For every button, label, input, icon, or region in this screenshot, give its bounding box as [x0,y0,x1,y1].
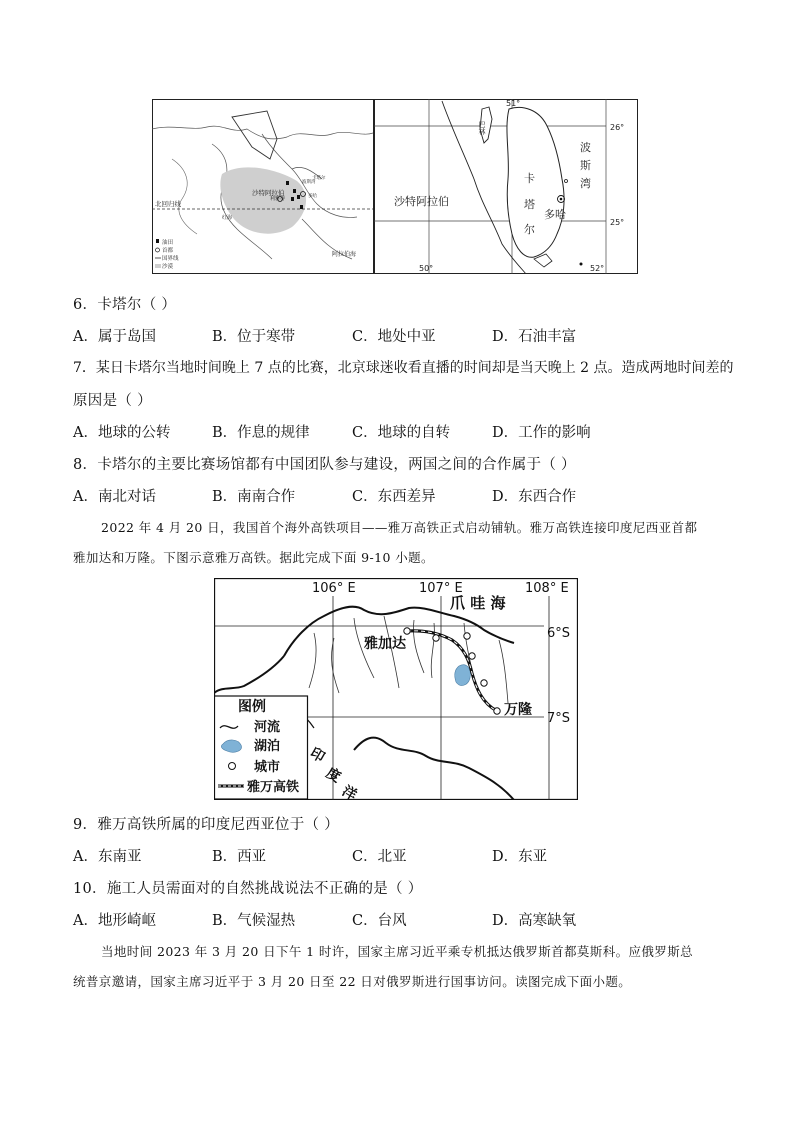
q8-option-a[interactable]: A．南北对话 [73,489,156,505]
intro2-line1: 当地时间 2023 年 3 月 20 日下午 1 时许，国家主席习近平乘专机抵达俄罗斯首都莫斯科。应俄罗斯总 [101,944,694,959]
q7-stem-line2: 原因是（ ） [73,393,152,409]
q9-option-d[interactable]: D．东亚 [492,849,548,865]
lat-6s: 6°S [547,626,571,641]
q7-option-c[interactable]: C．地球的自转 [352,425,451,441]
hsr-map-svg [214,578,578,800]
q10-option-b[interactable]: B．气候湿热 [212,913,296,929]
label-red-sea: 红海 [222,215,233,221]
legend-capital: 首都 [162,248,174,254]
q10-option-a[interactable]: A．地形崎岖 [73,913,156,929]
legend-hsr: 雅万高铁 [247,780,300,795]
legend-border: 国界线 [162,256,179,262]
label-java-sea: 爪 哇 海 [450,594,506,612]
label-52: 52° [590,264,605,273]
q8-stem: 8．卡塔尔的主要比赛场馆都有中国团队参与建设，两国之间的合作属于（ ） [73,457,576,473]
label-bahrain: 巴林 [478,121,486,135]
q8-option-c[interactable]: C．东西差异 [352,489,436,505]
label-indian-char3: 洋 [339,783,360,800]
label-51: 51° [506,99,521,108]
lon-108: 108° E [525,581,569,596]
label-saudi: 沙特阿拉伯 [252,189,285,197]
legend-lake: 湖泊 [254,739,281,754]
label-gulf-char2: 斯 [580,159,591,172]
q7-stem-line1: 7．某日卡塔尔当地时间晚上 7 点的比赛，北京球迷收看直播的时间却是当天晚上 2 点。造成两地时间差的 [73,360,734,376]
label-qatar-char3: 尔 [524,223,535,236]
q9-stem: 9．雅万高铁所属的印度尼西亚位于（ ） [73,817,340,833]
q8-option-b[interactable]: B．南南合作 [212,489,296,505]
q9-option-a[interactable]: A．东南亚 [73,849,142,865]
label-qatar-char2: 塔 [524,198,535,211]
label-qatar-char1: 卡 [524,172,535,185]
intro1-line1: 2022 年 4 月 20 日，我国首个海外高铁项目——雅万高铁正式启动铺轨。雅万高铁连接印度尼西亚首都 [101,520,698,535]
qatar-map-svg [374,99,638,274]
label-25: 25° [610,218,625,227]
label-26: 26° [610,123,625,132]
q9-option-b[interactable]: B．西亚 [212,849,267,865]
legend-river: 河流 [254,720,281,735]
q8-option-d[interactable]: D．东西合作 [492,489,577,505]
label-doha-right: 多哈 [544,208,566,221]
label-saudi-right: 沙特阿拉伯 [394,195,449,208]
intro1-line2: 雅加达和万隆。下图示意雅万高铁。据此完成下面 9-10 小题。 [73,550,434,565]
q9-option-c[interactable]: C．北亚 [352,849,407,865]
label-riyadh: 利雅得 [270,196,286,202]
label-persian: 波斯湾 [302,180,316,185]
label-arabian-sea: 阿拉伯海 [332,251,357,258]
label-gulf-char3: 湾 [580,177,591,190]
lat-7s: 7°S [547,711,571,726]
q10-stem: 10．施工人员需面对的自然挑战说法不正确的是（ ） [73,881,423,897]
q7-option-b[interactable]: B．作息的规律 [212,425,310,441]
q6-option-c[interactable]: C．地处中亚 [352,329,436,345]
middle-east-map-svg [152,99,374,274]
lon-106: 106° E [312,581,356,596]
q6-stem: 6．卡塔尔（ ） [73,297,177,313]
q10-option-d[interactable]: D．高寒缺氧 [492,913,577,929]
label-doha: 多哈 [308,194,317,199]
legend-city: 城市 [254,760,281,775]
map-qatar [374,99,638,274]
legend-oil: 油田 [162,240,174,246]
q7-option-d[interactable]: D．工作的影响 [492,425,591,441]
label-bandung: 万隆 [504,702,532,718]
label-indian-char1: 印 [307,745,328,766]
q6-option-a[interactable]: A．属于岛国 [73,329,156,345]
q10-option-c[interactable]: C．台风 [352,913,407,929]
label-gulf-char1: 波 [580,141,591,154]
q6-option-d[interactable]: D．石油丰富 [492,329,577,345]
lon-107: 107° E [419,581,463,596]
map-jakarta-bandung [214,578,578,800]
legend-title: 图例 [238,699,266,715]
q6-option-b[interactable]: B．位于寒带 [212,329,296,345]
label-50: 50° [419,264,434,273]
legend-desert: 沙漠 [162,264,174,270]
intro2-line2: 统普京邀请，国家主席习近平于 3 月 20 日至 22 日对俄罗斯进行国事访问。读图完成下面小题。 [73,974,632,989]
label-qatar: 卡塔尔 [312,176,326,181]
label-jakarta: 雅加达 [364,636,406,652]
label-indian-char2: 度 [323,765,344,786]
q7-option-a[interactable]: A．地球的公转 [73,425,171,441]
label-tropic: 北回归线 [155,200,181,208]
map-middle-east [152,99,374,274]
